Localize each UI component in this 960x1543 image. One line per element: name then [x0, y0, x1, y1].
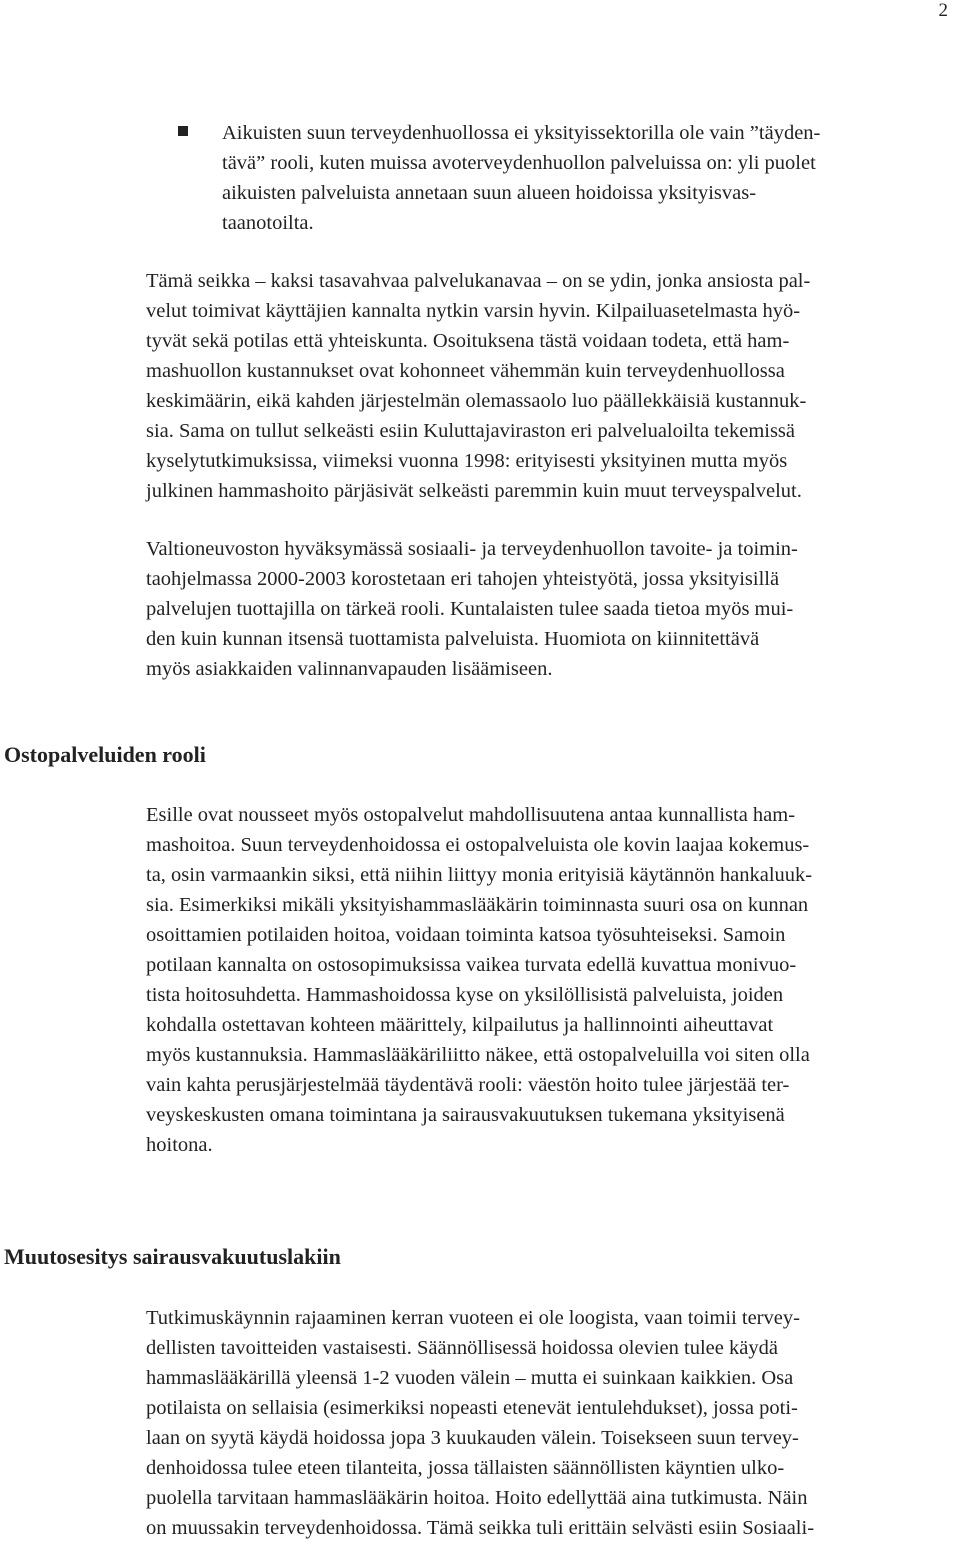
bullet-paragraph: Aikuisten suun terveydenhuollossa ei yksityissektorilla ole vain ”täyden- tävä” rooli, kuten muissa avoterveydenhuollon palveluissa on: yli puolet aikuisten palveluista annetaan suun alueen hoidoissa yksityisvas- taanotoilta.	[222, 122, 821, 234]
square-bullet-icon	[178, 126, 188, 136]
section-heading-purchased-services: Ostopalveluiden rooli	[4, 742, 206, 767]
paragraph-purchased-services: Esille ovat nousseet myös ostopalvelut mahdollisuutena antaa kunnallista ham- mashoitoa. Suun terveydenhoidossa ei ostopalveluista ole kovin laajaa kokemus- ta, osin varmaankin siksi, että niihin liittyy monia erityisiä käytännön hankaluuk- sia. Esimerkiksi mikäli yksityishammaslääkärin toiminnasta suuri osa on kunnan osoittamien potilaiden hoitoa, voidaan toiminta katsoa työsuhteiseksi. Samoin potilaan kannalta on ostosopimuksissa vaikea turvata edellä kuvattua monivuo- tista hoitosuhdetta. Hammashoidossa kyse on yksilöllisistä palveluista, joiden kohdalla ostettavan kohteen määrittely, kilpailutus ja hallinnointi aiheuttavat myös kustannuksia. Hammaslääkäriliitto näkee, että ostopalveluilla voi siten olla vain kahta perusjärjestelmää täydentävä rooli: väestön hoito tulee järjestää ter- veyskeskusten omana toimintana ja sairausvakuutuksen tukemana yksityisenä hoitona.	[146, 804, 813, 1156]
paragraph-insurance-law: Tutkimuskäynnin rajaaminen kerran vuoteen ei ole loogista, vaan toimii tervey- dellisten tavoitteiden vastaisesti. Säännöllisessä hoidossa olevien tulee käydä hammaslääkärillä yleensä 1-2 vuoden välein – mutta ei suinkaan kaikkien. Osa potilaista on sellaisia (esimerkiksi nopeasti etenevät ientulehdukset), jossa poti- laan on syytä käydä hoidossa jopa 3 kuukauden välein. Toisekseen suun tervey- denhoidossa tulee eteen tilanteita, jossa tällaisten säännöllisten käyntien ulko- puolella tarvitaan hammaslääkärin hoitoa. Hoito edellyttää aina tutkimusta. Näin on muussakin terveydenhoidossa. Tämä seikka tuli erittäin selvästi esiin Sosiaali-	[146, 1307, 815, 1539]
paragraph-two-channels: Tämä seikka – kaksi tasavahvaa palvelukanavaa – on se ydin, jonka ansiosta pal- velut toimivat käyttäjien kannalta nytkin varsin hyvin. Kilpailuasetelmasta hyö- tyvät sekä potilas että yhteiskunta. Osoituksena tästä voidaan todeta, että ham- mashuollon kustannukset ovat kohonneet vähemmän kuin terveydenhuollossa keskimäärin, eikä kahden järjestelmän olemassaolo luo päällekkäisiä kustannuk- sia. Sama on tullut selkeästi esiin Kuluttajaviraston eri palvelualoilta tekemissä kyselytutkimuksissa, viimeksi vuonna 1998: erityisesti yksityinen mutta myös julkinen hammashoito pärjäsivät selkeästi paremmin kuin muut terveyspalvelut.	[146, 270, 811, 502]
page-number: 2	[938, 0, 948, 21]
paragraph-government-programme: Valtioneuvoston hyväksymässä sosiaali- ja terveydenhuollon tavoite- ja toimin- taohjelmassa 2000-2003 korostetaan eri tahojen yhteistyötä, jossa yksityisillä palvelujen tuottajilla on tärkeä rooli. Kuntalaisten tulee saada tietoa myös mui- den kuin kunnan itsensä tuottamista palveluista. Huomiota on kiinnitettävä myös asiakkaiden valinnanvapauden lisäämiseen.	[146, 538, 798, 680]
section-heading-insurance-law: Muutosesitys sairausvakuutuslakiin	[4, 1244, 341, 1269]
